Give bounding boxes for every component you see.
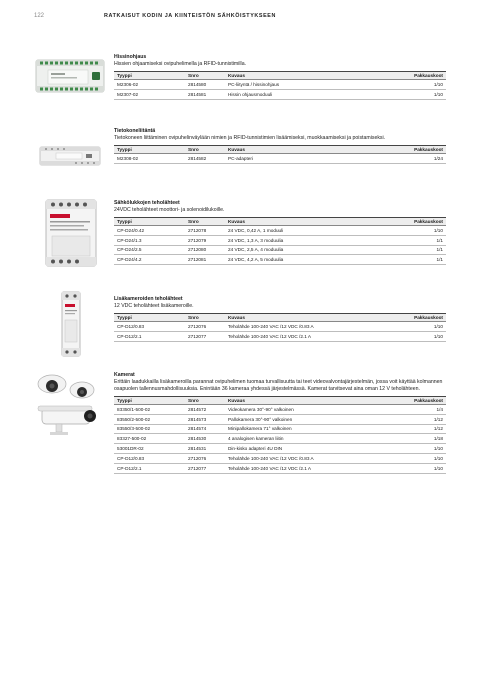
cell-pack: 1/1 bbox=[401, 235, 446, 245]
col-header-snro: Snro bbox=[185, 218, 225, 226]
pc-adapter-icon bbox=[34, 141, 106, 171]
table-row bbox=[114, 424, 446, 434]
cell-type: CP-D24/4.2 bbox=[114, 255, 185, 265]
cell-snro: 2712077 bbox=[185, 463, 225, 473]
cell-pack: 1/12 bbox=[401, 414, 446, 424]
running-title: RATKAISUT KODIN JA KIINTEISTÖN SÄHKÖISTYKSEEN bbox=[104, 13, 276, 19]
cell-type: CP-D12/0.83 bbox=[114, 453, 185, 463]
din-power-supply-icon bbox=[34, 196, 106, 272]
cell-desc: 24 VDC, 4,2 A, 5 moduulia bbox=[225, 255, 401, 265]
product-table bbox=[114, 313, 446, 342]
cell-pack: 1/24 bbox=[401, 154, 446, 164]
section-description: Erittäin laadukkailla lisäkameroilla parannat ovipuhelimen tuomaa turvallisuutta tai teet videovalvontajärjestelmän, jossa voit käyttää kolmannen osapuolen tallennusmahdollisuuksia. Enintään 36 kameraa yhdessä järjestelmässä. Kamerat tarvitsevat aina oman 12 V teholähteen. bbox=[114, 379, 443, 392]
cell-pack: 1/10 bbox=[401, 453, 446, 463]
cell-snro: 2814573 bbox=[185, 414, 225, 424]
cell-type: CP-D24/0.42 bbox=[114, 226, 185, 236]
section-title: Tietokoneliitäntä bbox=[114, 128, 156, 134]
cell-pack: 1/10 bbox=[401, 226, 446, 236]
cell-desc: 4 analogisen kameran liitin bbox=[225, 434, 401, 444]
section-title: Lisäkameroiden teholähteet bbox=[114, 296, 183, 302]
cell-type: CP-D24/2.5 bbox=[114, 245, 185, 255]
table-header-row bbox=[114, 72, 446, 80]
cell-type: 83327-500-02 bbox=[114, 434, 185, 444]
cell-desc: Teholähde 100-240 VAC /12 VDC /0.83 A bbox=[225, 322, 401, 332]
cell-pack: 1/12 bbox=[401, 424, 446, 434]
col-header-desc: Kuvaus bbox=[225, 314, 401, 322]
table-row bbox=[114, 405, 446, 415]
cell-type: M2308-02 bbox=[114, 154, 185, 164]
cell-desc: 24 VDC, 0,42 A, 1 moduuli bbox=[225, 226, 401, 236]
section-hissinohjaus bbox=[34, 46, 446, 108]
table-row bbox=[114, 444, 446, 454]
cell-type: CP-D12/2.1 bbox=[114, 463, 185, 473]
table-row bbox=[114, 414, 446, 424]
section-content bbox=[114, 200, 446, 265]
cell-desc: Teholähde 100-240 VAC /12 VDC /0.83 A bbox=[225, 453, 401, 463]
col-header-snro: Snro bbox=[185, 72, 225, 80]
din-power-supply-image bbox=[34, 196, 106, 272]
security-cameras-icon bbox=[34, 370, 106, 440]
col-header-type: Tyyppi bbox=[114, 218, 185, 226]
table-row bbox=[114, 331, 446, 341]
cell-snro: 2814581 bbox=[185, 89, 225, 99]
table-row bbox=[114, 434, 446, 444]
col-header-type: Tyyppi bbox=[114, 397, 185, 405]
col-header-desc: Kuvaus bbox=[225, 146, 401, 154]
product-table bbox=[114, 145, 446, 164]
cell-pack: 1/10 bbox=[401, 322, 446, 332]
cell-desc: Din-kisko adapteri 4U DIN bbox=[225, 444, 401, 454]
narrow-power-supply-image bbox=[34, 290, 106, 360]
section-title: Kamerat bbox=[114, 372, 135, 378]
cell-type: CP-D12/2.1 bbox=[114, 331, 185, 341]
table-row bbox=[114, 80, 446, 90]
narrow-power-supply-icon bbox=[34, 290, 106, 360]
col-header-type: Tyyppi bbox=[114, 146, 185, 154]
cell-snro: 2814530 bbox=[185, 434, 225, 444]
security-cameras-image bbox=[34, 370, 106, 440]
cell-type: CP-D24/1.3 bbox=[114, 235, 185, 245]
col-header-pack: Pakkauskoot bbox=[401, 314, 446, 322]
table-row bbox=[114, 453, 446, 463]
pc-adapter-image bbox=[34, 141, 106, 171]
table-row bbox=[114, 89, 446, 99]
cell-snro: 2814572 bbox=[185, 405, 225, 415]
col-header-snro: Snro bbox=[185, 314, 225, 322]
product-table bbox=[114, 71, 446, 100]
cell-snro: 2712080 bbox=[185, 245, 225, 255]
section-lisakameroiden-teholahteet bbox=[34, 290, 446, 360]
cell-desc: Teholähde 100-240 VAC /12 VDC /2.1 A bbox=[225, 331, 401, 341]
cell-type: CP-D12/0.83 bbox=[114, 322, 185, 332]
col-header-snro: Snro bbox=[185, 397, 225, 405]
table-row bbox=[114, 255, 446, 265]
section-kamerat bbox=[34, 370, 446, 502]
cell-pack: 1/10 bbox=[401, 89, 446, 99]
product-table bbox=[114, 396, 446, 474]
cell-snro: 2712077 bbox=[185, 331, 225, 341]
cell-desc: Hissin ohjausmoduuli bbox=[225, 89, 401, 99]
cell-desc: 24 VDC, 2,5 A, 4 moduulia bbox=[225, 245, 401, 255]
section-description: 12 VDC teholähteet lisäkameroille. bbox=[114, 303, 194, 309]
section-tietokoneliitanta bbox=[34, 125, 446, 183]
col-header-desc: Kuvaus bbox=[225, 218, 401, 226]
elevator-control-module-image bbox=[34, 54, 106, 98]
cell-desc: 24 VDC, 1,3 A, 3 moduulia bbox=[225, 235, 401, 245]
col-header-pack: Pakkauskoot bbox=[401, 72, 446, 80]
col-header-pack: Pakkauskoot bbox=[401, 146, 446, 154]
cell-snro: 2712079 bbox=[185, 235, 225, 245]
col-header-desc: Kuvaus bbox=[225, 397, 401, 405]
table-row bbox=[114, 245, 446, 255]
cell-snro: 2814574 bbox=[185, 424, 225, 434]
section-description: Tietokoneen liittäminen ovipuhelinväylään nimien ja RFID-tunnistimien lisäämiseksi, muokkaamiseksi ja poistamiseksi. bbox=[114, 135, 386, 141]
cell-pack: 1/1 bbox=[401, 245, 446, 255]
elevator-control-module-icon bbox=[34, 54, 106, 98]
cell-snro: 2712076 bbox=[185, 322, 225, 332]
cell-desc: Videokamera 30°-90° valkoinen bbox=[225, 405, 401, 415]
section-content bbox=[114, 296, 446, 342]
cell-type: 83550/2-500-02 bbox=[114, 414, 185, 424]
col-header-type: Tyyppi bbox=[114, 314, 185, 322]
table-header-row bbox=[114, 314, 446, 322]
cell-pack: 1/10 bbox=[401, 463, 446, 473]
cell-pack: 1/10 bbox=[401, 444, 446, 454]
col-header-snro: Snro bbox=[185, 146, 225, 154]
section-content bbox=[114, 372, 446, 474]
cell-type: 83550/3-500-02 bbox=[114, 424, 185, 434]
product-table bbox=[114, 217, 446, 265]
table-row bbox=[114, 154, 446, 164]
cell-pack: 1/4 bbox=[401, 405, 446, 415]
col-header-desc: Kuvaus bbox=[225, 72, 401, 80]
cell-desc: Minipallokamera 71° valkoinen bbox=[225, 424, 401, 434]
cell-pack: 1/10 bbox=[401, 80, 446, 90]
cell-type: M2307-02 bbox=[114, 89, 185, 99]
section-title: Hissinohjaus bbox=[114, 54, 147, 60]
cell-snro: 2814580 bbox=[185, 80, 225, 90]
table-row bbox=[114, 322, 446, 332]
col-header-pack: Pakkauskoot bbox=[401, 397, 446, 405]
table-row bbox=[114, 463, 446, 473]
section-content bbox=[114, 128, 446, 164]
cell-desc: Pallokamera 30°-90° valkoinen bbox=[225, 414, 401, 424]
section-sahkolukkojen-teholahteet bbox=[34, 196, 446, 280]
cell-snro: 2712078 bbox=[185, 226, 225, 236]
section-content bbox=[114, 54, 446, 100]
table-row bbox=[114, 235, 446, 245]
cell-desc: PC-liityntä / hissinohjaus bbox=[225, 80, 401, 90]
cell-snro: 2814582 bbox=[185, 154, 225, 164]
section-description: Hissien ohjaamiseksi ovipuhelimella ja RFID-tunnistimilla. bbox=[114, 61, 247, 67]
cell-type: 83350/1-500-02 bbox=[114, 405, 185, 415]
cell-type: M2306-02 bbox=[114, 80, 185, 90]
cell-type: 53001DR-02 bbox=[114, 444, 185, 454]
table-header-row bbox=[114, 146, 446, 154]
cell-snro: 2814531 bbox=[185, 444, 225, 454]
cell-desc: PC-adapteri bbox=[225, 154, 401, 164]
table-header-row bbox=[114, 397, 446, 405]
cell-pack: 1/1 bbox=[401, 255, 446, 265]
cell-desc: Teholähde 100-240 VAC /12 VDC /2.1 A bbox=[225, 463, 401, 473]
col-header-type: Tyyppi bbox=[114, 72, 185, 80]
section-description: 24VDC teholähteet moottori- ja solenoidilukoille. bbox=[114, 207, 225, 213]
cell-pack: 1/10 bbox=[401, 331, 446, 341]
table-header-row bbox=[114, 218, 446, 226]
section-title: Sähkölukkojen teholähteet bbox=[114, 200, 180, 206]
table-row bbox=[114, 226, 446, 236]
cell-snro: 2712076 bbox=[185, 453, 225, 463]
cell-snro: 2712081 bbox=[185, 255, 225, 265]
cell-pack: 1/18 bbox=[401, 434, 446, 444]
page-header bbox=[34, 13, 454, 23]
col-header-pack: Pakkauskoot bbox=[401, 218, 446, 226]
page-number: 122 bbox=[34, 13, 45, 19]
